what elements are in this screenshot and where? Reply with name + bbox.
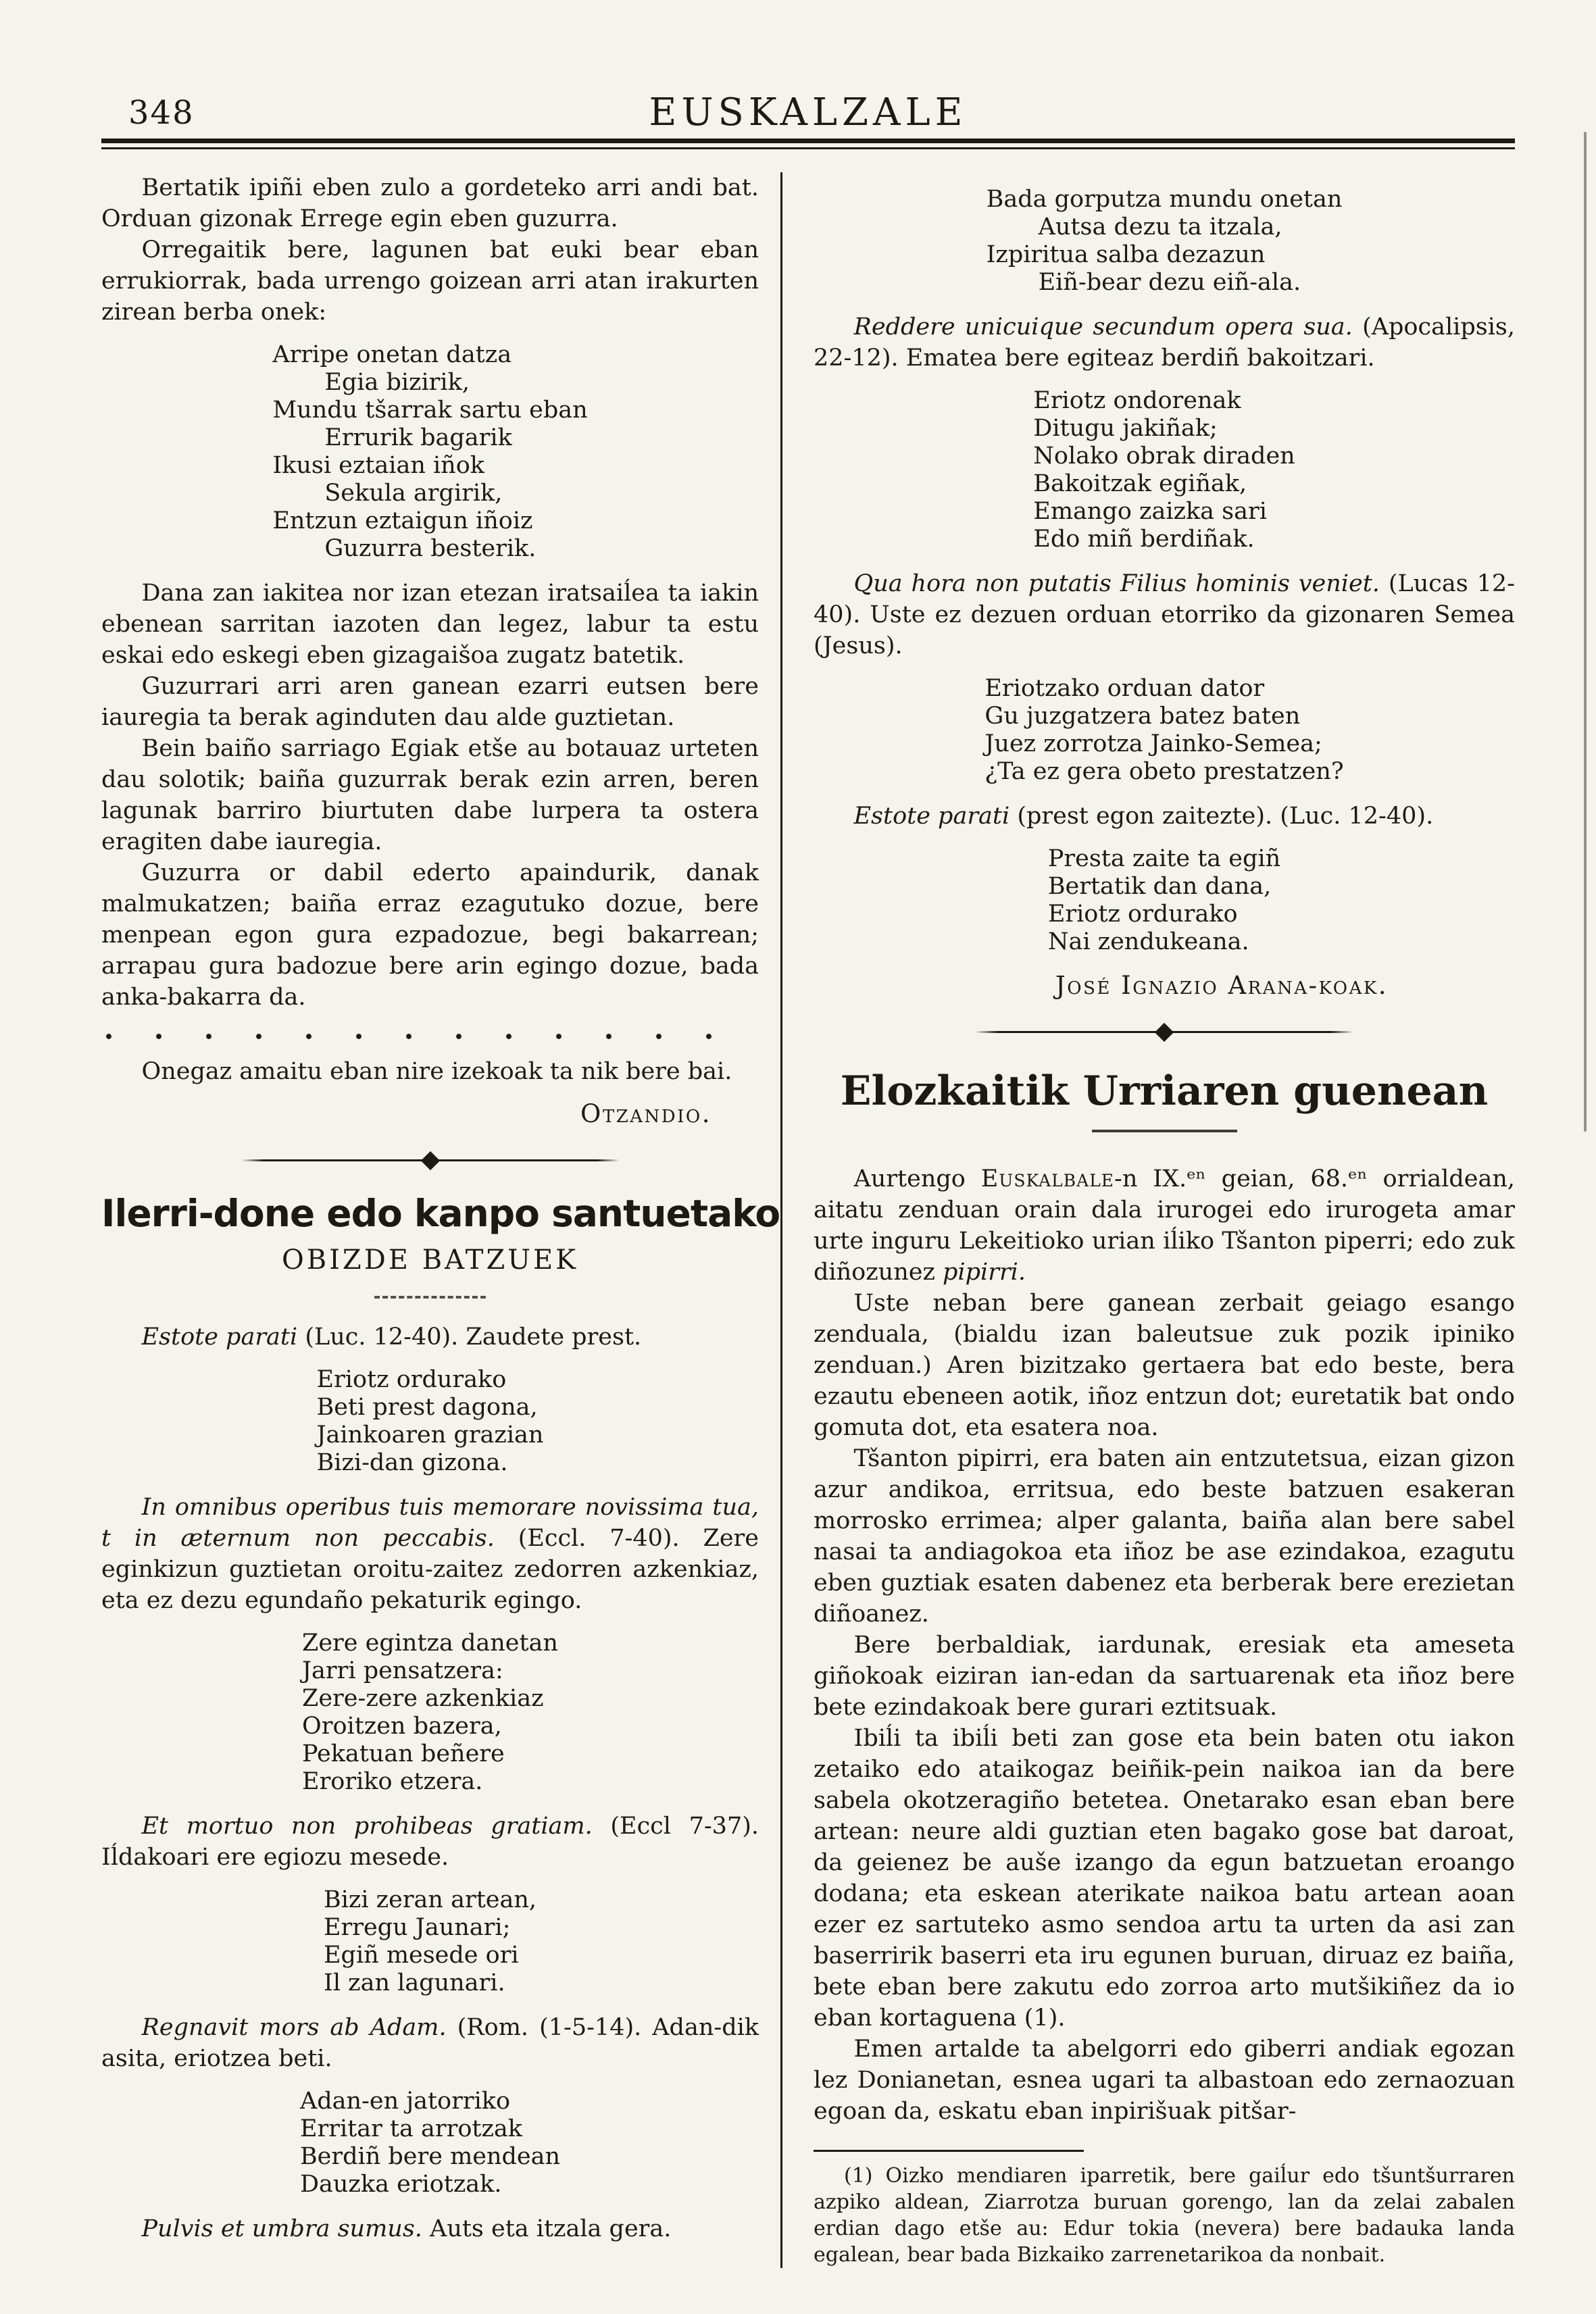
verse-stanza [272,341,587,563]
scan-artifact-line [1584,132,1587,1132]
short-rule [374,1296,486,1299]
section-title: Ilerri-done edo kanpo santuetako [101,1192,780,1235]
latin-phrase: Reddere unicuique secundum opera sua. [853,313,1353,341]
verse-line: Juez zorrotza Jainko-Semea; [984,730,1322,757]
verse-line: Oroitzen bazera, [302,1713,502,1740]
verse-line: Bakoitzak egiñak, [1033,470,1247,497]
verse-stanza [1033,387,1295,553]
verse-line: Jainkoaren grazian [316,1422,544,1449]
latin-quote-paragraph [814,568,1515,661]
header-rule [101,139,1515,149]
body-paragraph: Guzurra or dabil ederto apaindurik, danak malmukatzen; baiña erraz ezagutuko dozue, bere menpean egon gura ezpadozue, begi bakarrean; arrapau gura badozue bere arin egingo dozue, bada anka-bakarra da. [101,859,759,1011]
quote-translation: (Rom. (1-5-14). Adan-dik asita, eriotzea beti. [101,2014,759,2072]
verse-line: Adan-en jatorriko [299,2088,511,2115]
latin-quote-paragraph [101,2213,759,2244]
latin-phrase: In omnibus operibus tuis memorare novissima tua, t in æternum non peccabis. [101,1494,759,1552]
body-paragraph [814,1163,1515,1288]
body-paragraph: Uste neban bere ganean zerbait geiago esango zenduala, (bialdu izan baleutsue zuk pozik ipiniko zenduan.) Aren bizitzako gertaera bat edo beste, bera ezautu ebeneen aotik, iñoz entzun dot; euretatik bat ondo gomuta dot, eta esatera noa. [814,1290,1515,1441]
verse-line: Egiñ mesede ori [324,1942,519,1969]
verse-line: Errurik bagarik [324,424,512,451]
verse-line: ¿Ta ez gera obeto prestatzen? [984,758,1344,785]
latin-quote-paragraph [101,1322,759,1353]
verse-line: Nolako obrak diraden [1033,443,1295,470]
section-subtitle: OBIZDE BATZUEK [281,1244,579,1276]
latin-quote-paragraph [101,2012,759,2074]
quote-translation: Auts eta itzala gera. [422,2215,672,2242]
ornament-divider [975,1024,1353,1040]
latin-phrase: Regnavit mors ab Adam. [141,2014,447,2041]
latin-phrase: Et mortuo non prohibeas gratiam. [141,1813,593,1840]
verse-line: Izpiritua salba dezazun [986,241,1266,268]
verse-line: Arripe onetan datza [272,341,512,368]
verse-line: Beti prest dagona, [316,1394,538,1421]
verse-line: Zere egintza danetan [302,1630,558,1657]
section-title: Elozkaitik Urriaren guenean [840,1067,1489,1115]
page-number: 348 [128,94,195,132]
verse-stanza [300,2088,560,2198]
body-paragraph: Dana zan iakitea nor izan etezan iratsaiĺea ta iakin ebenean sarritan iazoten dan legez, labur ta estu eskai edo eskegi eben gizagaišoa zugatz batetik. [101,580,759,669]
latin-quote-paragraph [814,801,1515,832]
latin-quote-paragraph [814,311,1515,374]
body-paragraph: Bein baiño sarriago Egiak etše au botauaz urteten dau solotik; baiña guzurrak berak ezin arren, beren lagunak barriro biurtuten dabe lurpera ta ostera eragiten dabe iauregia. [101,735,759,855]
body-paragraph: Onegaz amaitu eban nire izekoak ta nik bere bai. [141,1058,732,1085]
paragraph-text: -n IX.ᵉⁿ geian, 68.ᵉⁿ orrialdean, aitatu zenduan orain dala irurogei edo irurogeta amar urte inguru Lekeitioko urian iĺiko Tšanton piperri; edo zuk diñozunez [814,1165,1515,1286]
verse-line: Bizi zeran artean, [324,1886,537,1913]
verse-line: Erritar ta arrotzak [299,2115,522,2142]
verse-line: Egia bizirik, [324,369,470,396]
verse-line: Erregu Jaunari; [324,1914,511,1941]
author-signature: José Ignazio Arana-koak. [1055,971,1389,1000]
body-paragraph: Tšanton pipirri, era baten ain entzutetsua, eizan gizon azur andikoa, erritsua, edo beste batzuen esakeran morrosko errimea; alper galanta, baiña alan bere sabel nasai ta andiagokoa eta iñoz be ase ezindakoa, ezagutu eben guztiak esaten dabenez eta berberak bere erezietan diñoanez. [814,1445,1515,1628]
verse-line: Zere-zere azkenkiaz [302,1685,544,1712]
verse-line: Pekatuan beñere [302,1740,505,1767]
quote-translation: (Eccl. 7-40). Zere eginkizun guztietan oroitu-zaitez zedorren azkenkiaz, eta ez dezu egundaño pekaturik egingo. [101,1525,759,1614]
verse-line: Ditugu jakiñak; [1033,415,1218,442]
footnote-rule [814,2150,1084,2152]
latin-quote-paragraph [101,1811,759,1873]
diamond-icon [420,1151,439,1170]
masthead-title: EUSKALZALE [649,91,968,134]
verse-stanza [317,1366,544,1477]
verse-line: Eriotz ordurako [1047,901,1238,928]
verse-line: Sekula argirik, [324,480,503,507]
verse-line: Bizi-dan gizona. [316,1449,508,1476]
verse-line: Presta zaite ta egiñ [1047,845,1281,872]
quote-translation: (Luc. 12-40). Zaudete prest. [297,1324,642,1351]
verse-stanza [324,1886,537,1997]
journal-name: Euskalbale [980,1165,1115,1192]
verse-line: Jarri pensatzera: [302,1657,503,1684]
body-paragraph: Bertatik ipiñi eben zulo a gordeteko arri andi bat. Orduan gizonak Errege egin eben guzurra. [101,174,759,232]
verse-line: Bertatik dan dana, [1047,873,1272,900]
verse-line: Mundu tšarrak sartu eban [272,397,588,424]
verse-line: Eriotz ordurako [316,1366,507,1393]
left-column [101,172,780,2268]
quote-translation: (prest egon zaitezte). (Luc. 12-40). [1009,803,1434,830]
body-paragraph: Ibiĺi ta ibiĺi beti zan gose eta bein baten otu iakon zetaiko edo ataikogaz beiñik-pein naikoa ian da bere sabela okotzeragiño betetea. Onetarako esan eban bere artean: neure aldi guztian eten bagako gose bat daroat, da geienez be auše izango da egun batzuetan eroango dodana; eta eskean aterikate naikoa batu artean aoan ezer ez sartuteko asmo sendoa artu ta urten da asi zan baserririk baserri eta iru egunen buruan, diruaz ez baiña, bete eban bere zakutu edo zorroa arto mutšikiñez da io eban kortaguena (1). [814,1725,1515,2032]
verse-line: Eriotz ondorenak [1033,387,1241,414]
verse-line: Bada gorputza mundu onetan [986,186,1343,213]
right-column [780,172,1515,2268]
verse-line: Berdiñ bere mendean [299,2143,561,2170]
verse-line: Ikusi eztaian iñok [272,452,484,479]
latin-phrase: Estote parati [853,803,1010,830]
page-header [101,37,1515,139]
body-paragraph: Bere berbaldiak, iardunak, eresiak eta ameseta giñokoak eiziran ian-edan da sartuarenak eta iñoz bere bete ezindakoak bere gurari eztitsuak. [814,1632,1515,1721]
latin-quote-paragraph [101,1492,759,1616]
verse-line: Autsa dezu ta itzala, [1038,213,1282,241]
latin-phrase: Qua hora non putatis Filius hominis veniet. [853,570,1380,597]
verse-line: Entzun eztaigun iñoiz [272,507,533,534]
ornament-divider [241,1153,620,1169]
quote-translation: (Apocalipsis, 22-12). Ematea bere egiteaz berdiñ bakoitzari. [814,313,1515,372]
verse-stanza [987,186,1343,297]
italic-word: pipirri. [943,1259,1026,1286]
verse-line: Emango zaizka sari [1033,498,1267,525]
author-signature: Otzandio. [580,1099,712,1128]
quote-translation: (Eccl 7-37). Iĺdakoari ere egiozu mesede. [101,1813,759,1871]
two-column-layout [101,172,1515,2268]
verse-stanza [984,675,1343,786]
verse-line: Eiñ-bear dezu eiñ-ala. [1038,269,1301,296]
verse-line: Dauzka eriotzak. [299,2171,502,2198]
diamond-icon [1155,1023,1174,1042]
verse-line: Nai zendukeana. [1047,928,1249,955]
verse-stanza [302,1630,558,1796]
dotted-rule [105,1033,755,1040]
short-rule [1092,1130,1237,1132]
footnote-text: (1) Oizko mendiaren iparretik, bere gaiĺur edo tšuntšurraren azpiko aldean, Ziarrotza buruan gorengo, lan da zelai zabalen erdian dago etše au: Edur tokia (nevera) bere badauka landa egalean, bear bada Bizkaiko zarrenetarikoa da nonbait. [814,2164,1515,2267]
verse-line: Edo miñ berdiñak. [1033,526,1255,553]
verse-line: Gu juzgatzera batez baten [984,703,1301,730]
body-paragraph: Guzurrari arri aren ganean ezarri eutsen bere iauregia ta berak aginduten dau alde guztietan. [101,673,759,731]
body-paragraph: Emen artalde ta abelgorri edo giberri andiak egozan lez Donianetan, esnea ugari ta albastoan edo zernaozuan egoan da, eskatu eban inpirišuak pitšar- [814,2036,1515,2125]
verse-line: Guzurra besterik. [324,535,537,562]
body-paragraph: Orregaitik bere, lagunen bat euki bear eban errukiorrak, bada urrengo goizean arri atan irakurten zirean berba onek: [101,236,759,326]
paragraph-text: Aurtengo [853,1165,981,1192]
latin-phrase: Pulvis et umbra sumus. [141,2215,422,2242]
verse-line: Eriotzako orduan dator [984,675,1265,702]
verse-stanza [1048,845,1280,956]
verse-line: Eroriko etzera. [302,1768,483,1795]
latin-phrase: Estote parati [141,1324,298,1351]
verse-line: Il zan lagunari. [324,1969,505,1996]
quote-translation: (Lucas 12-40). Uste ez dezuen orduan etorriko da gizonaren Semea (Jesus). [814,570,1515,659]
